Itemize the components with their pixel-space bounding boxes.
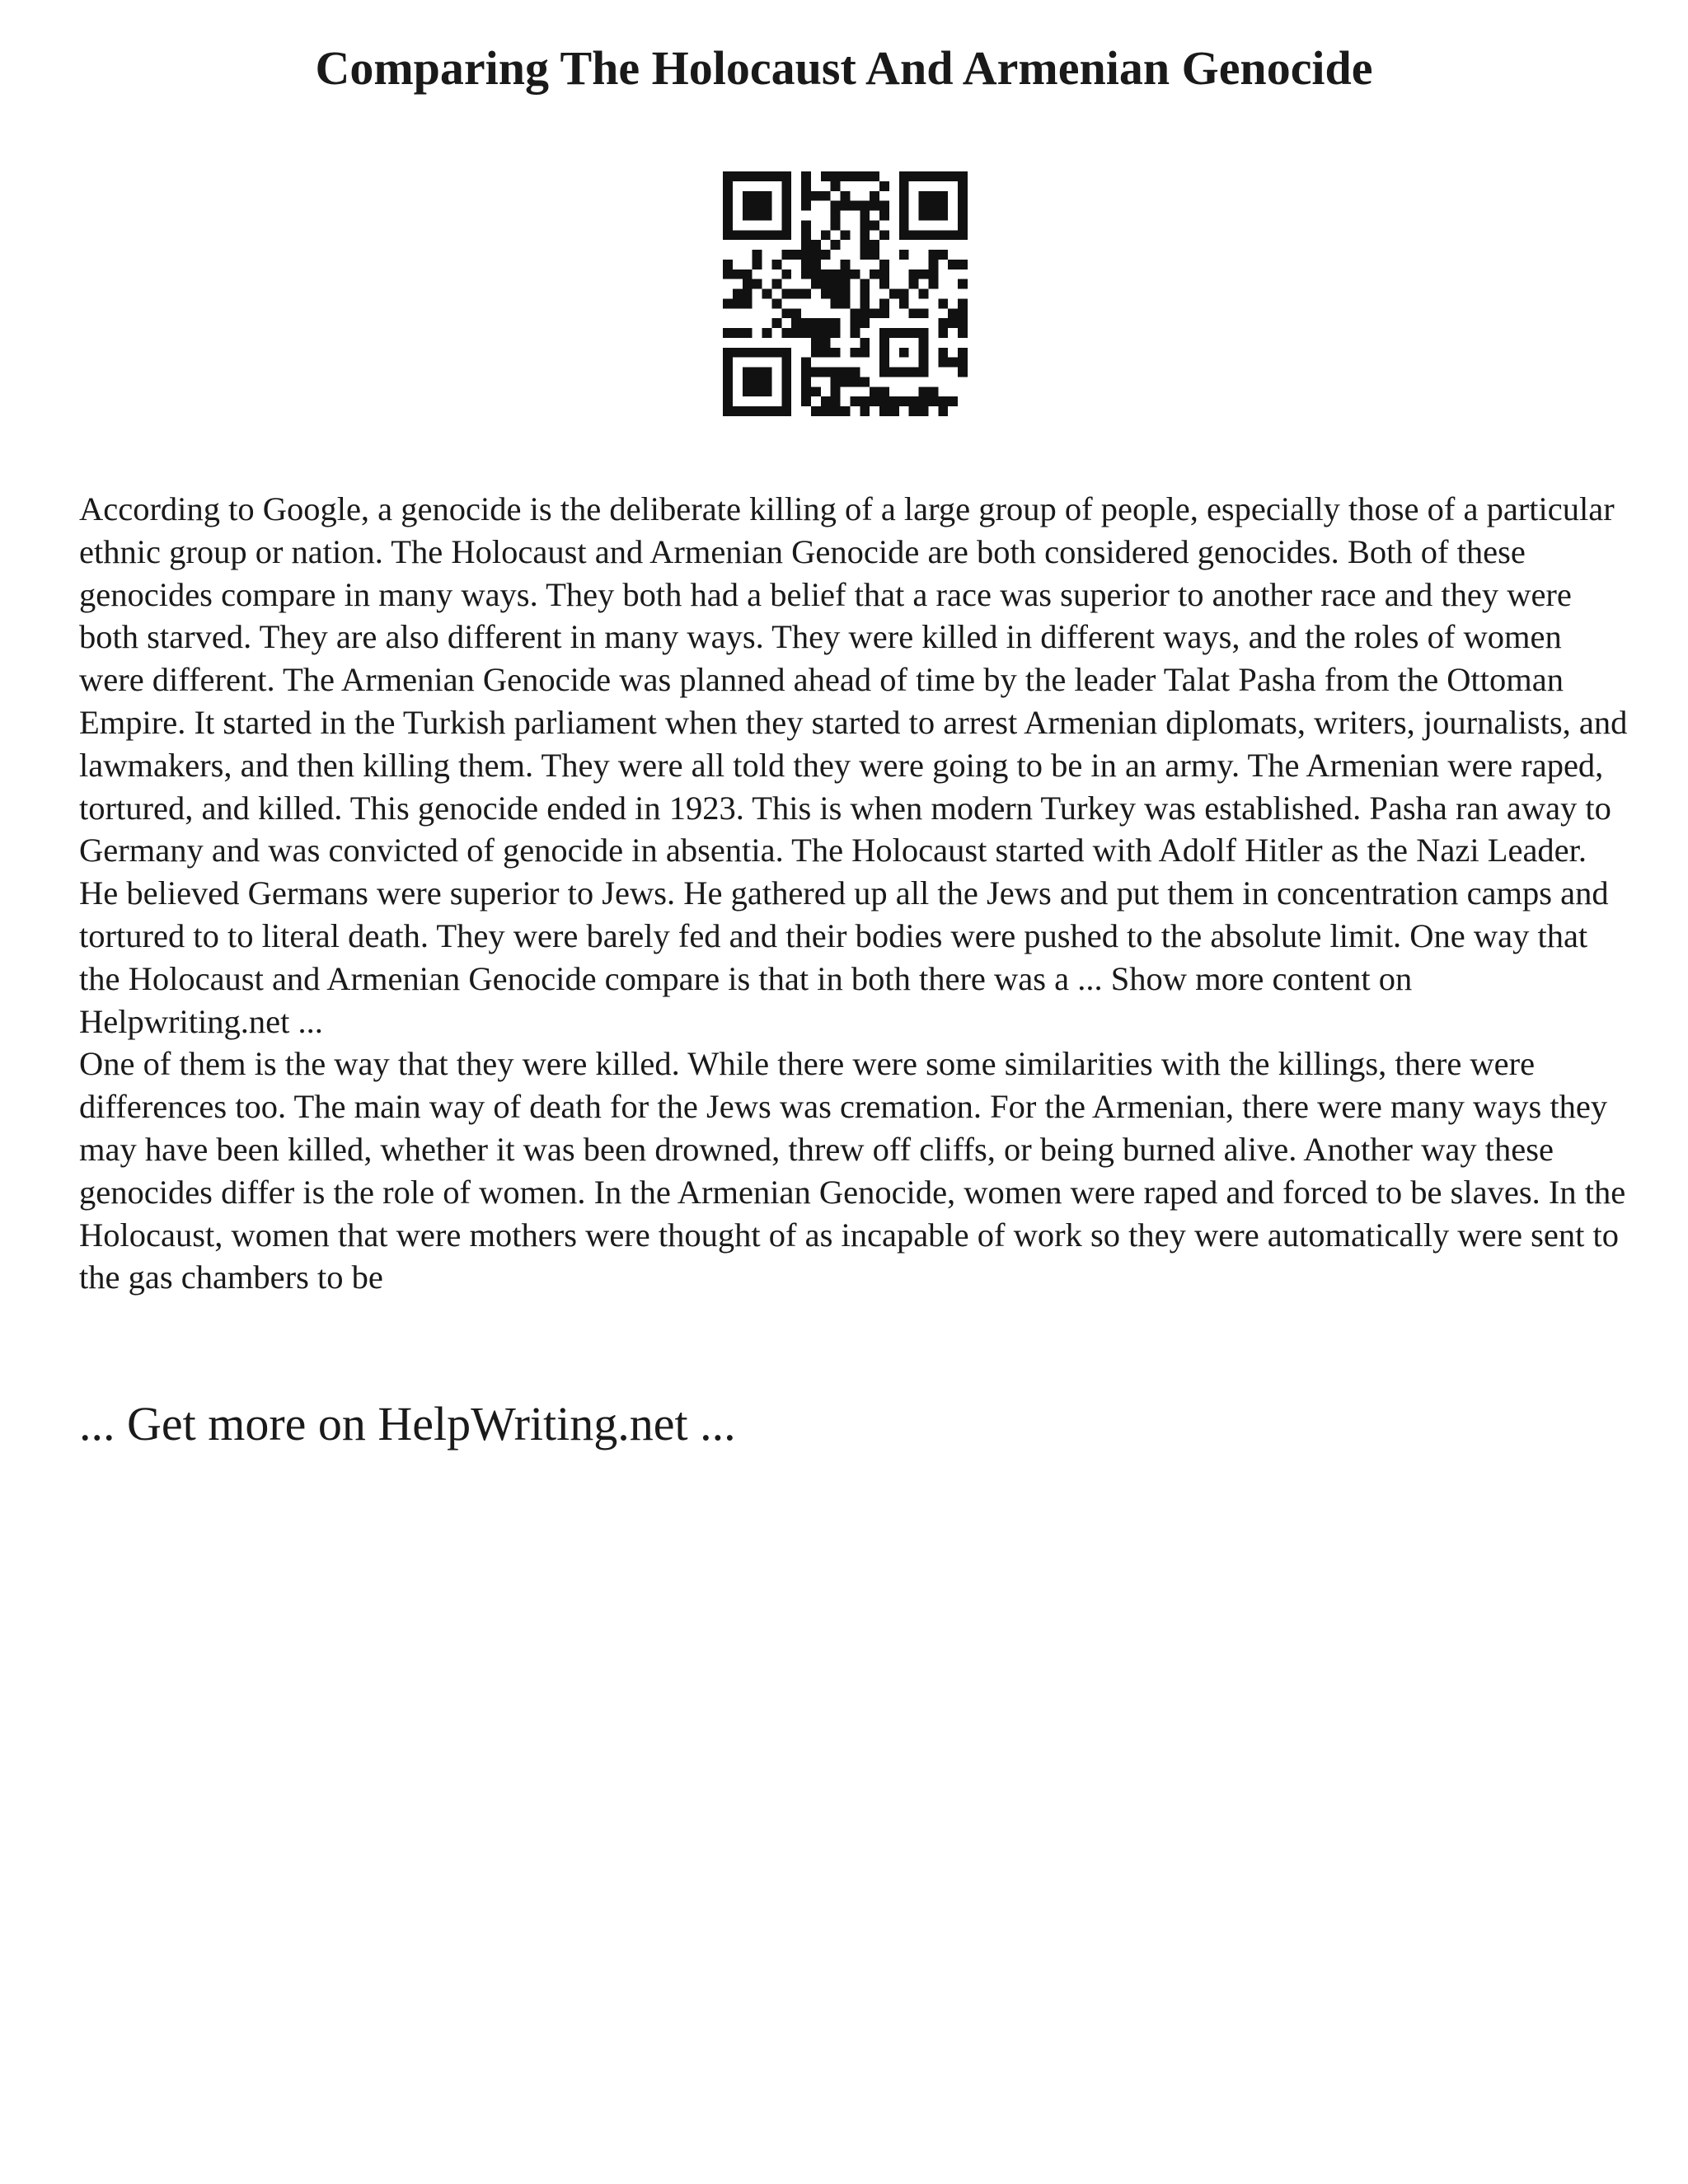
article-paragraph: According to Google, a genocide is the deliberate killing of a large group of people, especially those of a particular ethnic group or nation. The Holocaust and Armenian Genocide are both considered genocides. Both of these genocides compare in many ways. They both had a belief that a race was superior to another race and they were both starved. They are also different in many ways. They were killed in different ways, and the roles of women were different. The Armenian Genocide was planned ahead of time by the leader Talat Pasha from the Ottoman Empire. It started in the Turkish parliament when they started to arrest Armenian diplomats, writers, journalists, and lawmakers, and then killing them. They were all told they were going to be in an army. The Armenian were raped, tortured, and killed. This genocide ended in 1923. This is when modern Turkey was established. Pasha ran away to Germany and was convicted of genocide in absentia. The Holocaust started with Adolf Hitler as the Nazi Leader. He believed Germans were superior to Jews. He gathered up all the Jews and put them in concentration camps and tortured to to literal death. They were barely fed and their bodies were pushed to the absolute limit. One way that the Holocaust and Armenian Genocide compare is that in both there was a ... Show more content on Helpwriting.net ... [79, 490, 1628, 1040]
document-title: Comparing The Holocaust And Armenian Genocide [315, 41, 1373, 95]
get-more-link[interactable]: ... Get more on HelpWriting.net ... [79, 1397, 736, 1451]
qr-code-icon [723, 171, 968, 416]
article-body [79, 488, 1629, 1299]
article-paragraph: One of them is the way that they were killed. While there were some similarities with the killings, there were differences too. The main way of death for the Jews was cremation. For the Armenian, there were many ways they may have been killed, whether it was been drowned, threw off cliffs, or being burned alive. Another way these genocides differ is the role of women. In the Armenian Genocide, women were raped and forced to be slaves. In the Holocaust, women that were mothers were thought of as incapable of work so they were automatically were sent to the gas chambers to be [79, 1045, 1626, 1296]
